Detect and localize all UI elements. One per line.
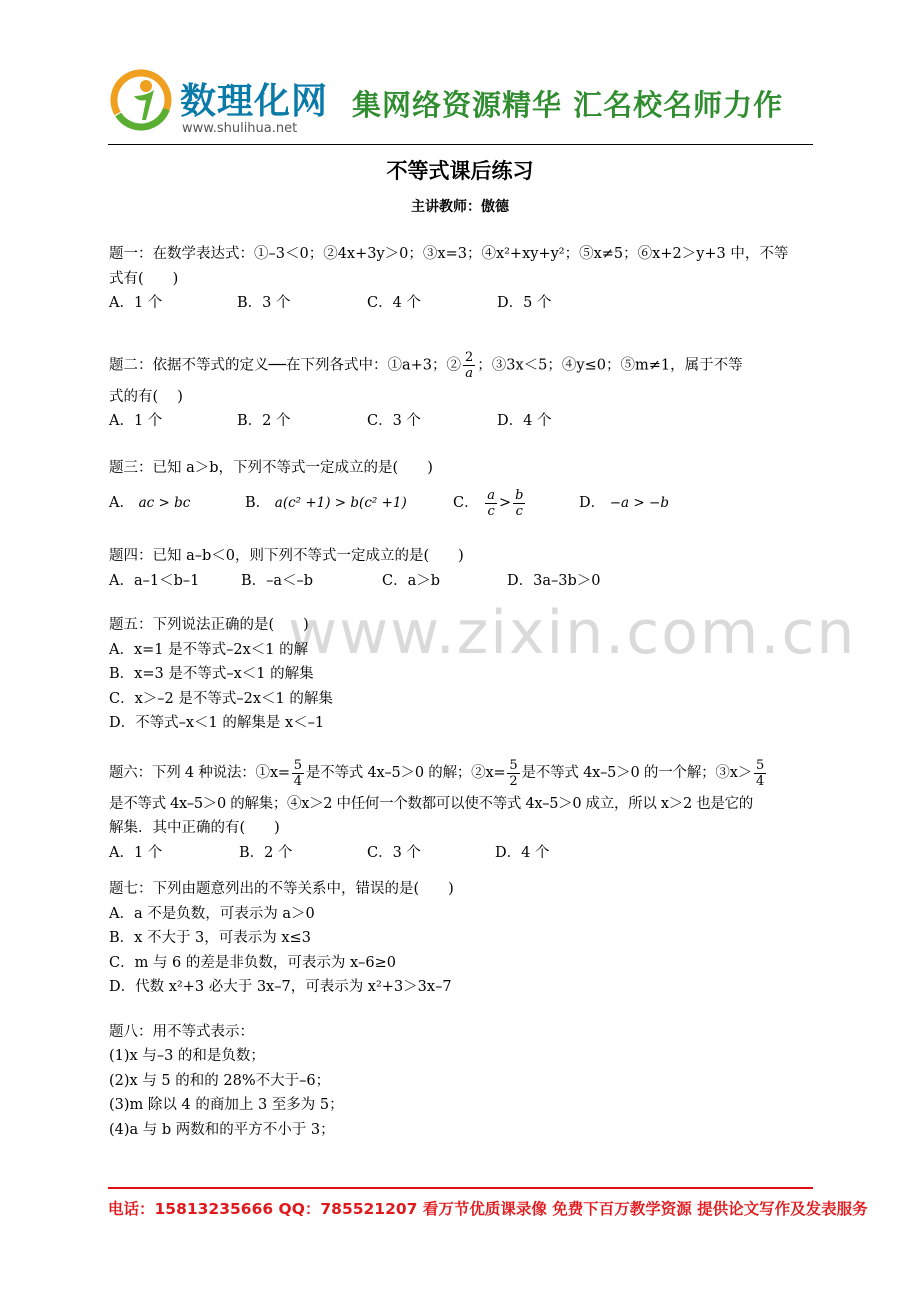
option-d: D．不等式–x＜1 的解集是 x＜–1 xyxy=(109,715,325,731)
question-6-text-a: 题六：下列 4 种说法：①x= xyxy=(109,765,290,782)
fraction-denominator: a xyxy=(465,365,473,381)
fraction-numerator: 2 xyxy=(464,349,474,365)
fraction xyxy=(292,758,304,789)
question-2-text-cont: 式的有( ) xyxy=(109,388,183,405)
question-3-text: 题三：已知 a＞b，下列不等式一定成立的是( ) xyxy=(109,459,433,476)
option-b: B．–a＜–b xyxy=(241,572,314,589)
list-item: (4)a 与 b 两数和的平方不小于 3； xyxy=(109,1121,335,1138)
question-8-text: 题八：用不等式表示： xyxy=(109,1023,254,1040)
fraction xyxy=(513,488,525,519)
option-c: C．3 个 xyxy=(367,413,421,429)
option-a-expr: ac > bc xyxy=(138,494,191,511)
list-item: (2)x 与 5 的和的 28%不大于–6； xyxy=(109,1072,331,1089)
question-6-text-b: 是不等式 4x–5＞0 的解；②x= xyxy=(305,765,506,782)
question-2-text xyxy=(109,350,814,381)
option-c xyxy=(453,488,579,519)
fraction-denominator: c xyxy=(515,503,523,519)
fraction-denominator: c xyxy=(487,503,495,519)
option-d-label: D． xyxy=(579,494,606,511)
fraction-numerator: b xyxy=(515,487,524,503)
question-5 xyxy=(109,613,814,736)
option-b-expr: a(c² +1) > b(c² +1) xyxy=(274,494,407,511)
question-4 xyxy=(109,544,814,593)
option-c: C．4 个 xyxy=(367,295,421,311)
question-2-options xyxy=(109,409,814,434)
greater-than: > xyxy=(498,494,512,511)
question-3-options xyxy=(109,482,814,524)
question-4-text: 题四：已知 a–b＜0，则下列不等式一定成立的是( ) xyxy=(109,548,464,564)
option-d: D．代数 x²+3 必大于 3x–7，可表示为 x²+3＞3x–7 xyxy=(109,979,452,995)
fraction-denominator: 4 xyxy=(756,774,765,789)
fraction xyxy=(463,350,475,381)
option-a xyxy=(109,491,245,516)
fraction xyxy=(754,758,766,789)
question-4-options xyxy=(109,569,814,594)
option-d: D．5 个 xyxy=(497,295,552,311)
teacher-line: 主讲教师：傲德 xyxy=(411,199,509,215)
question-6-text xyxy=(109,756,814,792)
question-3 xyxy=(109,456,814,525)
question-7-text: 题七：下列由题意列出的不等关系中，错误的是( ) xyxy=(109,881,454,897)
site-header xyxy=(108,66,813,144)
option-c: C．m 与 6 的差是非负数，可表示为 x–6≥0 xyxy=(109,954,397,971)
question-6-text-c: 是不等式 4x–5＞0 的一个解；③x＞ xyxy=(521,765,752,782)
question-5-text: 题五：下列说法正确的是( ) xyxy=(109,617,309,633)
option-b: B．x 不大于 3，可表示为 x≤3 xyxy=(109,930,311,946)
question-2-text-a: 题二：依据不等式的定义──在下列各式中：①a+3；② xyxy=(109,357,461,373)
fraction-numerator: a xyxy=(487,487,495,503)
option-a: A．1 个 xyxy=(109,413,163,429)
question-1-options xyxy=(109,291,814,316)
option-b: B．x=3 是不等式–x＜1 的解集 xyxy=(109,666,314,682)
question-1-text-cont: 式有( ) xyxy=(109,270,179,287)
option-a: A．a–1＜b–1 xyxy=(109,572,200,589)
option-c-label: C． xyxy=(453,494,479,511)
option-c: C．3 个 xyxy=(367,844,421,861)
question-7 xyxy=(109,877,814,1000)
question-1 xyxy=(109,242,814,316)
question-2 xyxy=(109,350,814,434)
option-b: B．2 个 xyxy=(237,413,291,429)
fraction-numerator: 5 xyxy=(509,758,518,773)
fraction-denominator: 4 xyxy=(293,774,302,789)
question-6-options xyxy=(109,841,814,866)
question-6 xyxy=(109,756,814,866)
option-c: C．x＞–2 是不等式–2x＜1 的解集 xyxy=(109,690,333,707)
option-b-label: B． xyxy=(245,494,271,511)
fraction-denominator: 2 xyxy=(509,774,518,789)
brand-name: 数理化网 xyxy=(180,81,329,122)
option-a: A．1 个 xyxy=(109,295,163,311)
option-d: D．3a–3b＞0 xyxy=(507,572,601,589)
option-c: C．a＞b xyxy=(382,572,441,589)
brand-url[interactable]: www.shulihua.net xyxy=(182,121,298,136)
fraction xyxy=(507,758,519,789)
option-a-label: A． xyxy=(109,494,134,511)
question-6-text-cont-2: 解集．其中正确的有( ) xyxy=(109,820,280,836)
option-b: B．3 个 xyxy=(237,295,291,311)
footer-ad: 电话：15813235666 QQ：785521207 看万节优质课录像 免费下百万教学资源 提供论文写作及发表服务 xyxy=(108,1200,868,1218)
exercise-content xyxy=(109,238,814,1142)
list-item: (3)m 除以 4 的商加上 3 至多为 5； xyxy=(109,1097,344,1113)
footer-divider xyxy=(108,1187,813,1189)
question-8 xyxy=(109,1020,814,1143)
question-2-text-b: ；③3x＜5；④y≤0；⑤m≠1，属于不等 xyxy=(477,357,743,373)
question-6-text-cont: 是不等式 4x–5＞0 的解集；④x＞2 中任何一个数都可以使不等式 4x–5＞0 成立，所以 x＞2 也是它的 xyxy=(109,795,753,812)
option-a: A．1 个 xyxy=(109,844,163,861)
option-a: A．x=1 是不等式–2x＜1 的解 xyxy=(109,641,309,658)
option-b: B．2 个 xyxy=(239,844,293,861)
fraction xyxy=(485,488,497,519)
fraction-numerator: 5 xyxy=(756,758,765,773)
fraction-numerator: 5 xyxy=(293,758,302,773)
watermark: www.zixin.com.cn xyxy=(288,598,857,668)
option-d: D．4 个 xyxy=(495,844,550,861)
option-d xyxy=(579,491,669,516)
option-d: D．4 个 xyxy=(497,413,552,429)
page-title: 不等式课后练习 xyxy=(386,159,534,183)
header-divider xyxy=(108,144,813,145)
list-item: (1)x 与–3 的和是负数； xyxy=(109,1048,265,1064)
option-b xyxy=(245,491,453,516)
option-d-expr: −a > −b xyxy=(609,494,669,511)
option-a: A．a 不是负数，可表示为 a＞0 xyxy=(109,905,315,922)
brand-slogan: 集网络资源精华 汇名校名师力作 xyxy=(352,88,784,122)
logo-icon xyxy=(108,66,174,132)
question-1-text: 题一：在数学表达式：①–3＜0；②4x+3y＞0；③x=3；④x²+xy+y²；⑤x≠5；⑥x+2＞y+3 中，不等 xyxy=(109,246,789,262)
